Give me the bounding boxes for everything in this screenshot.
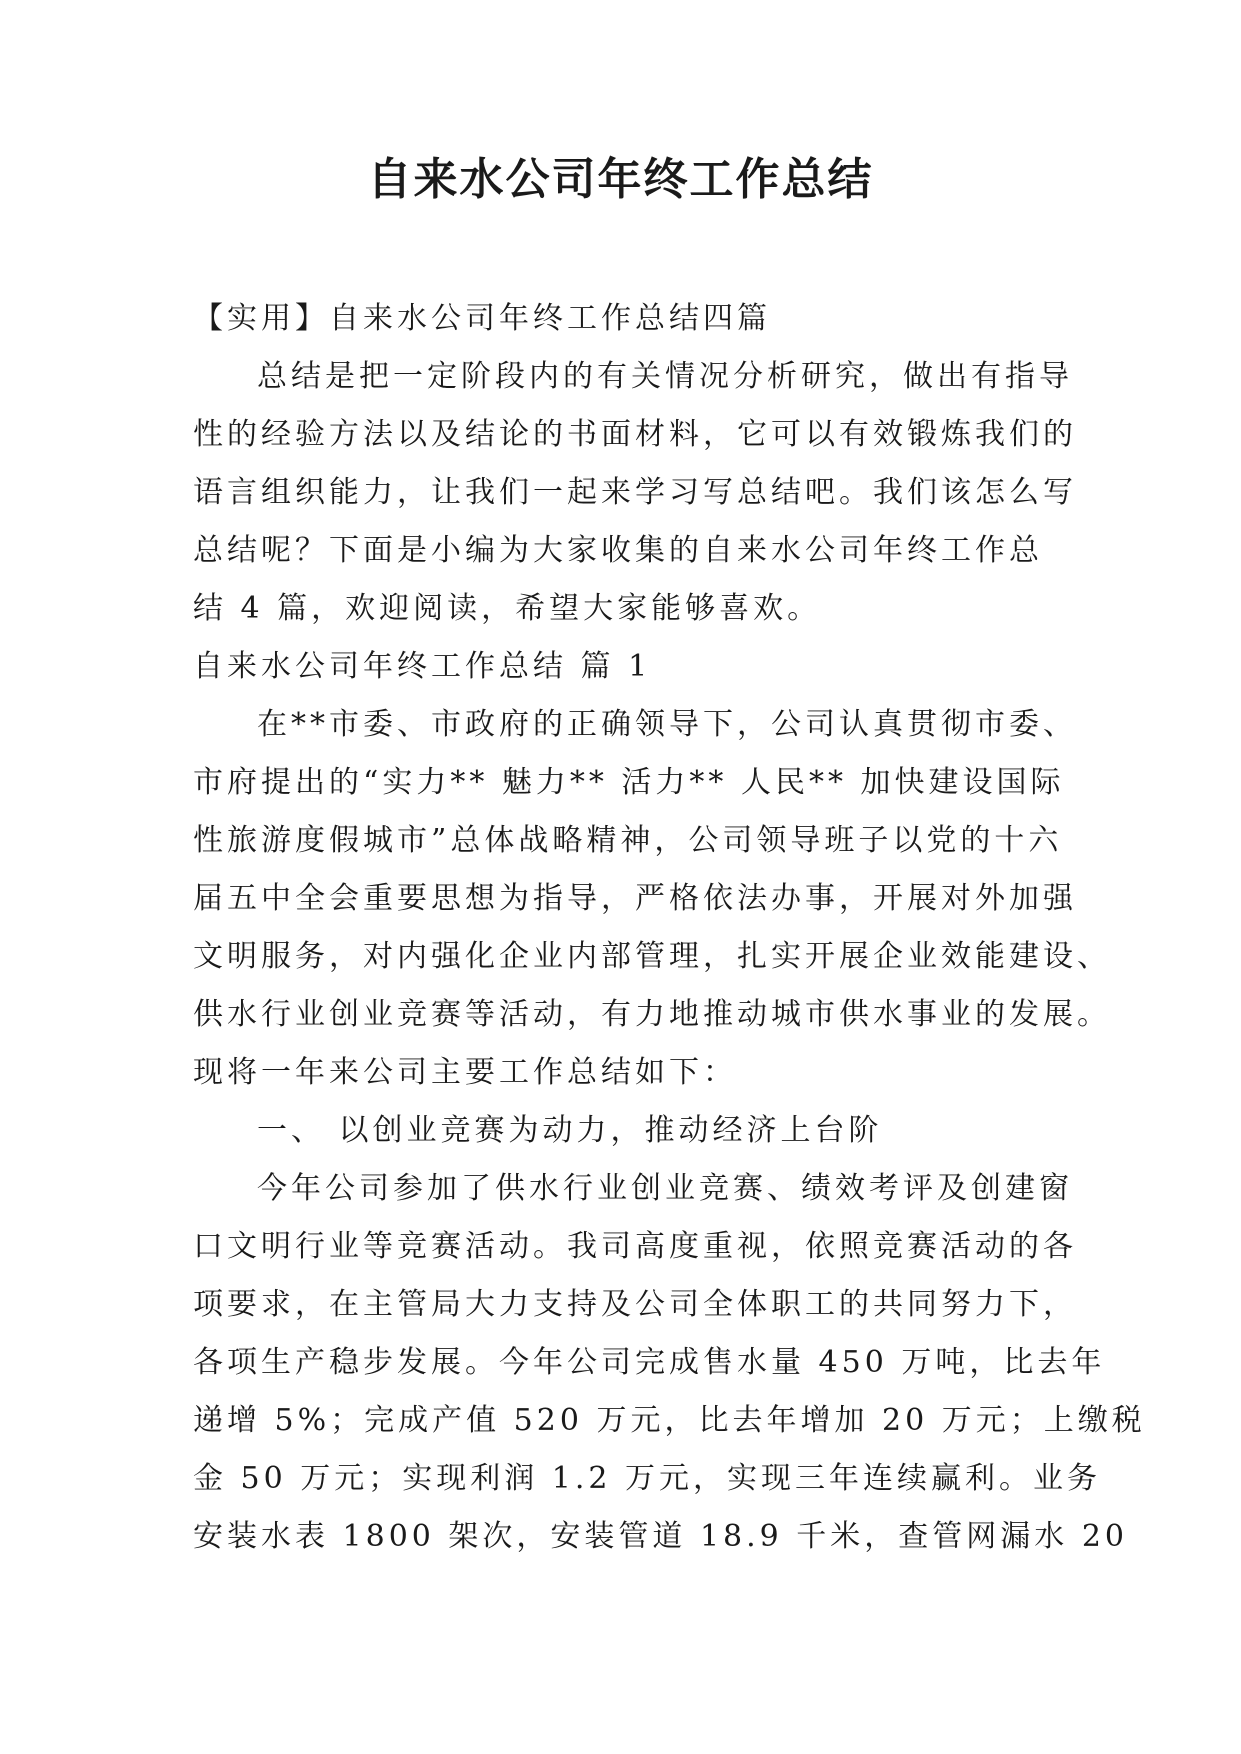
text-line: 语言组织能力，让我们一起来学习写总结吧。我们该怎么写 [193, 475, 1077, 510]
text-line: 结 4 篇，欢迎阅读，希望大家能够喜欢。 [193, 591, 822, 626]
text-line: 项要求，在主管局大力支持及公司全体职工的共同努力下， [193, 1287, 1077, 1322]
text-line: 【实用】自来水公司年终工作总结四篇 [193, 301, 771, 336]
text-line: 性旅游度假城市”总体战略精神，公司领导班子以党的十六 [193, 823, 1063, 858]
text-line: 文明服务，对内强化企业内部管理，扎实开展企业效能建设、 [193, 939, 1111, 974]
text-line: 届五中全会重要思想为指导，严格依法办事，开展对外加强 [193, 881, 1077, 916]
document-body [193, 290, 1146, 1566]
text-line: 各项生产稳步发展。今年公司完成售水量 450 万吨，比去年 [193, 1345, 1106, 1380]
text-line: 现将一年来公司主要工作总结如下： [193, 1055, 737, 1090]
text-line: 今年公司参加了供水行业创业竞赛、绩效考评及创建窗 [257, 1171, 1073, 1206]
document-title: 自来水公司年终工作总结 [367, 154, 874, 205]
text-line: 总结呢？下面是小编为大家收集的自来水公司年终工作总 [193, 533, 1043, 568]
text-line: 递增 5%；完成产值 520 万元，比去年增加 20 万元；上缴税 [193, 1403, 1146, 1438]
text-line: 口文明行业等竞赛活动。我司高度重视，依照竞赛活动的各 [193, 1229, 1077, 1264]
subsection-heading: 一、 以创业竞赛为动力，推动经济上台阶 [257, 1113, 883, 1148]
text-line: 在**市委、市政府的正确领导下，公司认真贯彻市委、 [257, 707, 1077, 742]
text-line: 性的经验方法以及结论的书面材料，它可以有效锻炼我们的 [193, 417, 1077, 452]
text-line: 安装水表 1800 架次，安装管道 18.9 千米，查管网漏水 20 [193, 1519, 1128, 1554]
text-line: 市府提出的“实力** 魅力** 活力** 人民** 加快建设国际 [193, 765, 1065, 800]
section-heading: 自来水公司年终工作总结 篇 1 [193, 649, 652, 684]
text-line: 总结是把一定阶段内的有关情况分析研究，做出有指导 [257, 359, 1073, 394]
text-line: 供水行业创业竞赛等活动，有力地推动城市供水事业的发展。 [193, 997, 1111, 1032]
text-line: 金 50 万元；实现利润 1.2 万元，实现三年连续赢利。业务 [193, 1461, 1102, 1496]
